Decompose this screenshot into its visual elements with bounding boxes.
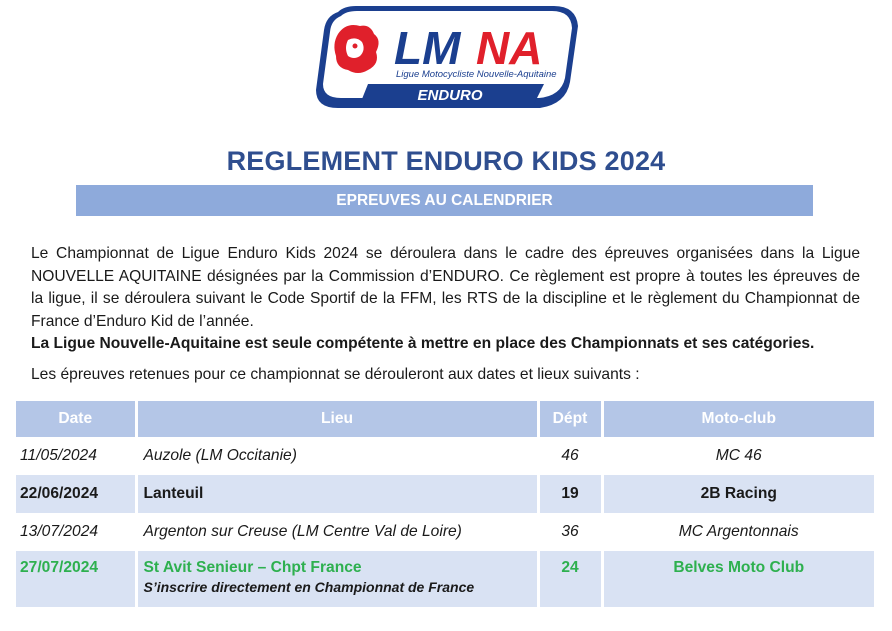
header-club: Moto-club xyxy=(602,401,874,437)
lmna-enduro-logo xyxy=(308,4,584,114)
cell-club: Belves Moto Club xyxy=(602,551,874,607)
lion-emblem-icon xyxy=(334,25,378,73)
cell-lieu-note: S’inscrire directement en Championnat de France xyxy=(143,579,475,595)
table-row xyxy=(16,551,874,607)
logo-discipline: ENDURO xyxy=(417,87,483,104)
cell-lieu: Auzole (LM Occitanie) xyxy=(136,437,538,475)
cell-lieu-name: St Avit Senieur – Chpt France xyxy=(143,559,362,576)
logo-tagline: Ligue Motocycliste Nouvelle-Aquitaine xyxy=(396,69,557,80)
cell-dept: 46 xyxy=(538,437,602,475)
intro-retained: Les épreuves retenues pour ce championnat se dérouleront aux dates et lieux suivants : xyxy=(31,365,640,383)
cell-dept: 36 xyxy=(538,513,602,551)
section-subtitle: EPREUVES AU CALENDRIER xyxy=(76,185,813,216)
table-row xyxy=(16,475,874,513)
logo-letters-lm: LM xyxy=(394,22,461,74)
table-header-row xyxy=(16,401,874,437)
cell-lieu xyxy=(136,551,538,607)
cell-date: 13/07/2024 xyxy=(16,513,136,551)
intro-bold-statement: La Ligue Nouvelle-Aquitaine est seule compétente à mettre en place des Championnats et ses catégories. xyxy=(31,335,815,352)
events-table xyxy=(16,401,874,607)
intro-paragraph: Le Championnat de Ligue Enduro Kids 2024 se déroulera dans le cadre des épreuves organisées dans la Ligue NOUVELLE AQUITAINE désignées par la Commission d’ENDURO. Ce règlement est propre à toutes les épreuves de la ligue, il se déroulera suivant le Code Sportif de la FFM, les RTS de la discipline et le règlement du Championnat de France d’Enduro Kid de l’année. xyxy=(31,245,860,330)
cell-club: 2B Racing xyxy=(602,475,874,513)
page-title: REGLEMENT ENDURO KIDS 2024 xyxy=(226,146,666,176)
cell-club: MC Argentonnais xyxy=(602,513,874,551)
cell-date: 11/05/2024 xyxy=(16,437,136,475)
cell-lieu: Argenton sur Creuse (LM Centre Val de Loire) xyxy=(136,513,538,551)
table-row xyxy=(16,513,874,551)
header-dept: Dépt xyxy=(538,401,602,437)
cell-date: 22/06/2024 xyxy=(16,475,136,513)
cell-date: 27/07/2024 xyxy=(16,551,136,607)
cell-dept: 24 xyxy=(538,551,602,607)
header-lieu: Lieu xyxy=(136,401,538,437)
intro-text xyxy=(31,243,860,386)
header-date: Date xyxy=(16,401,136,437)
table-row xyxy=(16,437,874,475)
cell-club: MC 46 xyxy=(602,437,874,475)
cell-dept: 19 xyxy=(538,475,602,513)
logo-letters-na: NA xyxy=(476,22,543,74)
cell-lieu: Lanteuil xyxy=(136,475,538,513)
